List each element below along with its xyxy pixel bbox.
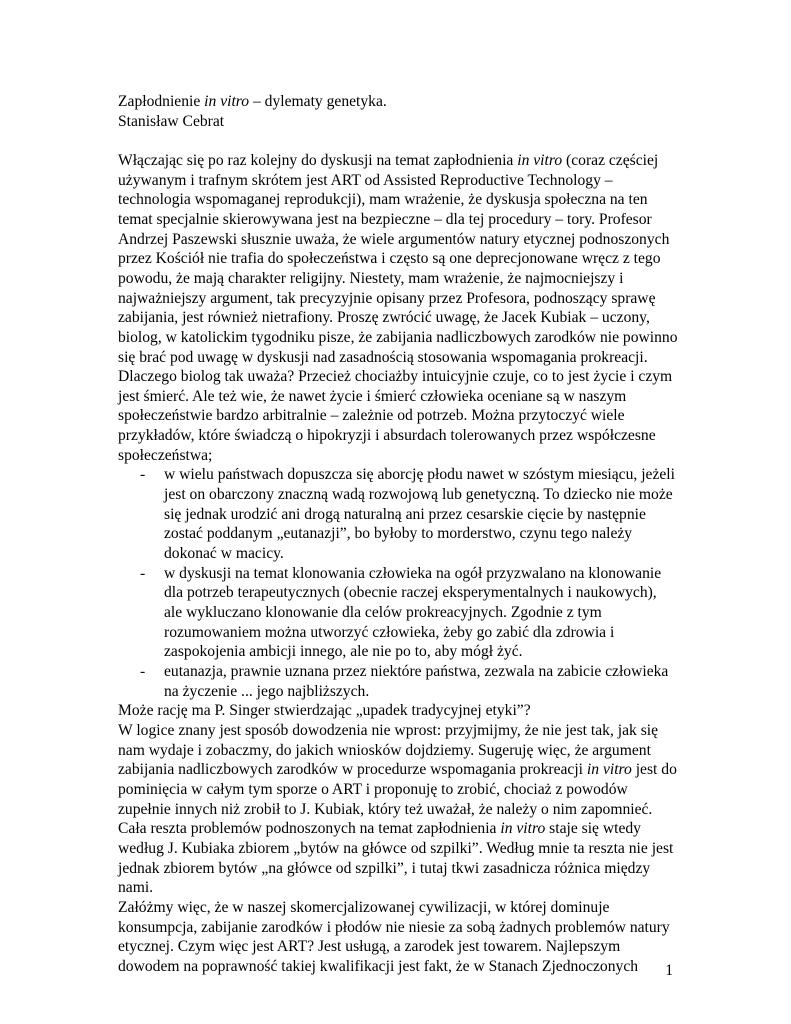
text-run: społeczeństwa; (118, 446, 213, 464)
text-run: jest do (631, 761, 677, 779)
bullet-list (118, 465, 678, 701)
text-run: zabijania nadliczbowych zarodków w procedurze wspomagania prokreacji (118, 761, 587, 779)
document-body (118, 92, 678, 977)
text-line (118, 937, 678, 957)
blank-line (118, 131, 678, 151)
text-line (118, 210, 678, 230)
text-run: konsumpcja, zabijanie zarodków i płodów nie niesie za sobą żadnych problemów natury (118, 918, 670, 936)
text-run: temat specjalnie skierowywana jest na bezpieczne – dla tej procedury – tory. Profesor (118, 210, 652, 228)
bullet-dash: - (140, 466, 146, 484)
text-run: jest śmierć. Ale też wie, że nawet życie i śmierć człowieka oceniane są w naszym (118, 387, 627, 405)
text-run: dowodem na poprawność takiej kwalifikacji jest fakt, że w Stanach Zjednoczonych (118, 957, 639, 975)
text-line (118, 308, 678, 328)
text-run: zabijania, jest również nietrafiony. Proszę zwrócić uwagę, że Jacek Kubiak – uczony, (118, 309, 650, 327)
text-run: nam wydaje i zobaczmy, do jakich wniosków dojdziemy. Sugeruję więc, że argument (118, 741, 651, 759)
text-line (118, 230, 678, 250)
text-line (118, 249, 678, 269)
text-run: Włączając się po raz kolejny do dyskusji na temat zapłodnienia (118, 151, 518, 169)
text-line (118, 269, 678, 289)
text-line (118, 426, 678, 446)
text-run: Andrzej Paszewski słusznie uważa, że wiele argumentów natury etycznej podnoszonych (118, 230, 670, 248)
list-item-line: zostać poddanym „eutanazji”, bo byłoby to morderstwo, czynu tego należy (164, 525, 633, 543)
list-item-line: eutanazja, prawnie uznana przez niektóre państwa, zezwala na zabicie człowieka (164, 663, 669, 681)
text-run: Dlaczego biolog tak uważa? Przecież chociażby intuicyjnie czuje, co to jest życie i czym (118, 368, 673, 386)
text-line (118, 328, 678, 348)
heading-line (118, 92, 678, 112)
list-item-line: na życzenie ... jego najbliższych. (164, 682, 370, 700)
text-line (118, 898, 678, 918)
text-line (118, 859, 678, 879)
list-item (118, 465, 678, 563)
text-run: staje się wtedy (545, 820, 641, 838)
text-run: się brać pod uwagę w dyskusji nad zasadnością stosowania wspomagania prokreacji. (118, 348, 648, 366)
text-line (118, 780, 678, 800)
text-line (118, 760, 678, 780)
text-run: biolog, w katolickim tygodniku pisze, że zabijania nadliczbowych zarodków nie powinno (118, 328, 678, 346)
list-item-line: dla potrzeb terapeutycznych (obecnie raczej eksperymentalnych i naukowych), (164, 584, 657, 602)
text-line (118, 190, 678, 210)
text-line (118, 406, 678, 426)
text-run: Zapłodnienie (118, 93, 205, 110)
italic-term: in vitro (500, 820, 546, 838)
list-item-line: zaspokojenia ambicji innego, ale nie po to, aby mógł żyć. (164, 643, 523, 661)
text-run: według J. Kubiaka zbiorem „bytów na główce od szpilki”. Według mnie ta reszta nie jest (118, 839, 674, 857)
text-run: pominięcia w całym tym sporze o ART i proponuję to zrobić, chociaż z powodów (118, 780, 628, 798)
paragraph-intro (118, 151, 678, 466)
list-item-line: ale wykluczano klonowanie dla celów prokreacyjnych. Zgodnie z tym (164, 604, 602, 622)
text-line (118, 878, 678, 898)
list-item-line: w wielu państwach dopuszcza się aborcję płodu nawet w szóstym miesiącu, jeżeli (164, 466, 675, 484)
text-run: jednak zbiorem bytów „na główce od szpilki”, i tutaj tkwi zasadnicza różnica między (118, 859, 651, 877)
text-run: – dylematy genetyka. (249, 93, 387, 110)
italic-term: in vitro (586, 761, 632, 779)
text-line (118, 839, 678, 859)
text-run: etycznej. Czym więc jest ART? Jest usługą, a zarodek jest towarem. Najlepszym (118, 938, 621, 956)
text-run: technologia wspomaganej reprodukcji), mam wrażenie, że dyskusja społeczna na ten (118, 191, 648, 209)
italic-term: in vitro (204, 93, 250, 110)
text-line (118, 151, 678, 171)
text-line (118, 701, 678, 721)
list-item-line: jest on obarczony znaczną wadą rozwojową lub genetyczną. To dziecko nie może (164, 486, 673, 504)
text-line (118, 367, 678, 387)
list-item-line: w dyskusji na temat klonowania człowieka na ogół przyzwalano na klonowanie (164, 564, 662, 582)
text-run: Może rację ma P. Singer stwierdzając „upadek tradycyjnej etyki”? (118, 702, 531, 720)
page-number: 1 (665, 962, 673, 979)
text-line (118, 800, 678, 820)
text-run: nami. (118, 879, 154, 897)
heading-line (118, 112, 678, 132)
text-run: zupełnie innych niż zrobił to J. Kubiak, który też uważał, że należy o nim zapomnieć. (118, 800, 653, 818)
text-line (118, 171, 678, 191)
italic-term: in vitro (517, 151, 563, 169)
list-item-line: dokonać w macicy. (164, 545, 284, 563)
text-run: Załóżmy więc, że w naszej skomercjalizowanej cywilizacji, w której dominuje (118, 898, 610, 916)
list-item (118, 564, 678, 662)
bullet-dash: - (140, 564, 146, 582)
list-item (118, 662, 678, 701)
text-line (118, 957, 678, 977)
bullet-dash: - (140, 663, 146, 681)
text-line (118, 918, 678, 938)
list-item-line: się jednak urodzić ani drogą naturalną ani przez cesarskie cięcie by następnie (164, 505, 646, 523)
text-line (118, 721, 678, 741)
text-run: Stanisław Cebrat (118, 112, 225, 130)
text-run: przez Kościół nie trafia do społeczeństwa i często są one deprecjonowane wręcz z tego (118, 250, 661, 268)
document-heading (118, 92, 678, 131)
text-run: używanym i trafnym skrótem jest ART od Assisted Reproductive Technology – (118, 171, 613, 189)
text-line (118, 289, 678, 309)
text-run: powodu, że mają charakter religijny. Niestety, mam wrażenie, że najmocniejszy i (118, 269, 624, 287)
text-run: najważniejszy argument, tak precyzyjnie opisany przez Profesora, podnoszący sprawę (118, 289, 656, 307)
text-run: społeczeństwie bardzo arbitralnie – zależnie od potrzeb. Można przytoczyć wiele (118, 407, 625, 425)
text-line (118, 387, 678, 407)
text-line (118, 348, 678, 368)
text-run: W logice znany jest sposób dowodzenia nie wprost: przyjmijmy, że nie jest tak, jak się (118, 721, 659, 739)
list-item-line: rozumowaniem można utworzyć człowieka, żeby go zabić dla zdrowia i (164, 623, 615, 641)
text-run: Cała reszta problemów podnoszonych na temat zapłodnienia (118, 820, 501, 838)
text-line (118, 446, 678, 466)
text-run: (coraz częściej (562, 151, 659, 169)
text-line (118, 819, 678, 839)
text-run: przykładów, które świadczą o hipokryzji i absurdach tolerowanych przez współczesne (118, 427, 656, 445)
paragraph-argument (118, 701, 678, 976)
text-line (118, 741, 678, 761)
